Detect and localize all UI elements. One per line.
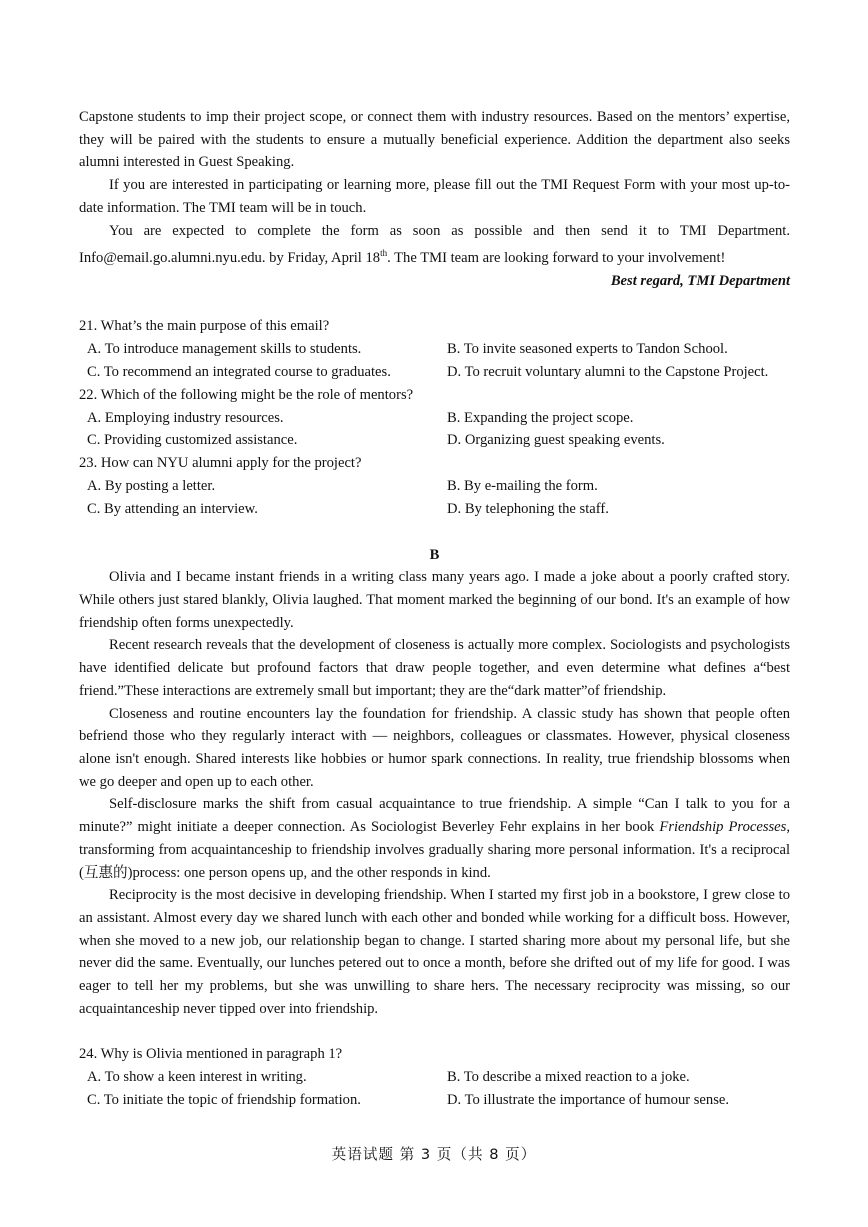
question-group-b: [79, 1043, 790, 1111]
passage-b-p4-text-end: , transforming from acquaintanceship to friendship involves gradually sharing more personal information. It's a reciprocal (互惠的)process: one person opens up, and the other responds in kind.: [79, 819, 790, 881]
section-b-heading: B: [429, 546, 440, 563]
passage-b-paragraph-4: [79, 793, 790, 884]
option-a: A. Employing industry resources.: [87, 409, 284, 426]
passage-b-p4-text: Self-disclosure marks the shift from casual acquaintance to true friendship. A simple “Can I talk to you for a minute?” might initiate a deeper connection. As Sociologist Beverley Fehr explains in her book: [79, 796, 790, 836]
passage-b-paragraph-2: Recent research reveals that the development of closeness is actually more complex. Sociologists and psychologists have identified delicate but profound factors that draw people together, and even determine what defines a“best friend.”These interactions are extremely small but important; they are the“dark matter”of friendship.: [79, 637, 790, 699]
option-a: A. To introduce management skills to students.: [87, 341, 362, 358]
passage-a-paragraph-2: If you are interested in participating or learning more, please fill out the TMI Request Form with your most up-to-date information. The TMI team will be in touch.: [79, 177, 790, 216]
question-stem: 23. How can NYU alumni apply for the project?: [79, 455, 362, 472]
option-c: C. To initiate the topic of friendship formation.: [87, 1092, 361, 1109]
question-23: [79, 452, 790, 520]
passage-a-paragraph-1: Capstone students to imp their project scope, or connect them with industry resources. Based on the mentors’ expertise, they will be paired with the students to ensure a mutually beneficial experience. Addition the department also seeks alumni interested in Guest Speaking.: [79, 109, 790, 171]
passage-b-paragraph-1: Olivia and I became instant friends in a writing class many years ago. I made a joke about a poorly crafted story. While others just stared blankly, Olivia laughed. That moment marked the beginning of our bond. It's an example of how friendship often forms unexpectedly.: [79, 569, 790, 631]
passage-a-p3-text: You are expected to complete the form as soon as possible and then send it to TMI Department. Info@email.go.alumni.nyu.edu. by Friday, April 18: [79, 222, 790, 267]
question-22: [79, 384, 790, 452]
option-a: A. By posting a letter.: [87, 478, 216, 495]
question-stem: 24. Why is Olivia mentioned in paragraph 1?: [79, 1046, 343, 1063]
option-c: C. To recommend an integrated course to graduates.: [87, 364, 391, 381]
option-b: B. Expanding the project scope.: [447, 409, 634, 426]
page-content: [79, 106, 790, 1112]
passage-a-p3-text-end: . The TMI team are looking forward to your involvement!: [387, 250, 726, 267]
option-b: B. To invite seasoned experts to Tandon School.: [447, 341, 728, 358]
question-group-a: [79, 315, 790, 520]
option-b: B. To describe a mixed reaction to a joke.: [447, 1069, 690, 1086]
page-footer: 英语试题 第 3 页（共 8 页）: [331, 1146, 537, 1163]
book-title: Friendship Processes: [659, 819, 787, 836]
passage-b-paragraph-5: Reciprocity is the most decisive in developing friendship. When I started my first job in a bookstore, I grew close to an assistant. Almost every day we shared lunch with each other and bonded while working for a difficult boss. However, when she moved to a new job, our relationship began to change. I started sharing more about my personal life, but she never did the same. Eventually, our lunches petered out to once a month, before she drifted out of my life for good. I was eager to tell her my problems, but she was unwilling to share hers. The necessary reciprocity was missing, so our acquaintanceship never tipped over into friendship.: [79, 887, 790, 1017]
date-ordinal-suffix: th: [380, 248, 388, 259]
option-b: B. By e-mailing the form.: [447, 478, 598, 495]
question-stem: 21. What’s the main purpose of this email?: [79, 318, 330, 335]
option-d: D. By telephoning the staff.: [447, 500, 609, 517]
passage-a-paragraph-3: [79, 220, 790, 270]
option-d: D. To recruit voluntary alumni to the Capstone Project.: [447, 364, 769, 381]
option-a: A. To show a keen interest in writing.: [87, 1069, 307, 1086]
option-d: D. Organizing guest speaking events.: [447, 432, 665, 449]
question-21: [79, 315, 790, 383]
passage-b-paragraph-3: Closeness and routine encounters lay the foundation for friendship. A classic study has shown that people often befriend those who they regularly interact with — neighbors, colleagues or classmates. However, physical closeness alone isn't enough. Shared interests like hobbies or humor spark connections. In reality, true friendship blossoms when we go deeper and open up to each other.: [79, 705, 790, 790]
option-d: D. To illustrate the importance of humour sense.: [447, 1092, 730, 1109]
option-c: C. Providing customized assistance.: [87, 432, 298, 449]
email-signature: Best regard, TMI Department: [610, 272, 790, 289]
option-c: C. By attending an interview.: [87, 500, 258, 517]
question-24: [79, 1043, 790, 1111]
question-stem: 22. Which of the following might be the role of mentors?: [79, 386, 414, 403]
